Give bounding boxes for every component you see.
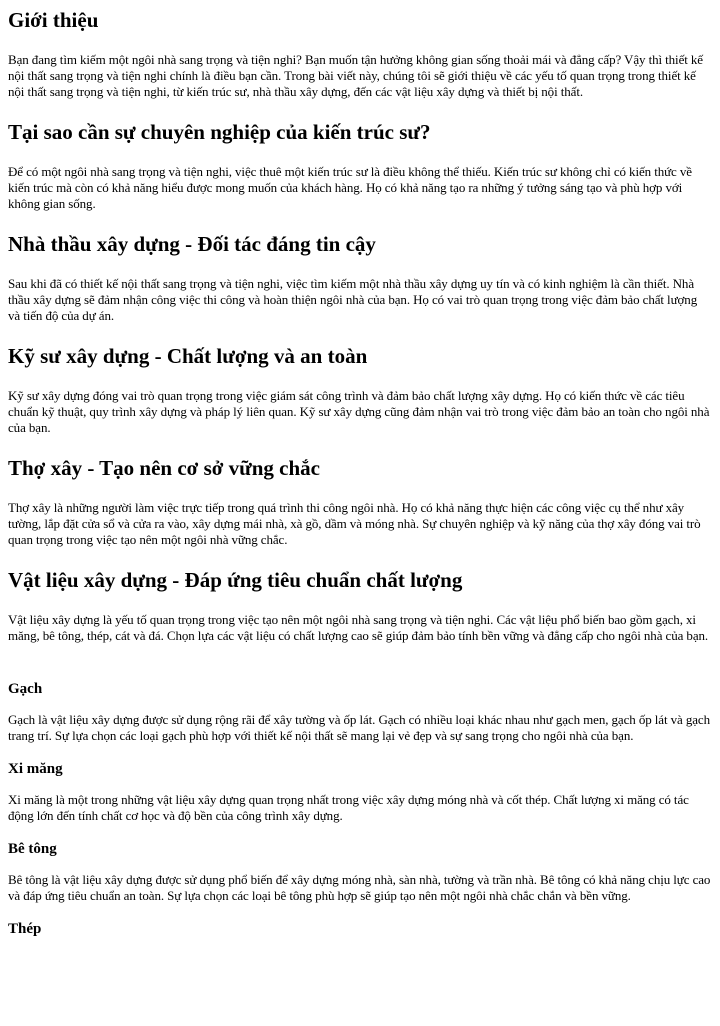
section-heading-engineer: Kỹ sư xây dựng - Chất lượng và an toàn: [8, 344, 368, 368]
section-body-architect: Để có một ngôi nhà sang trọng và tiện nghi, việc thuê một kiến trúc sư là điều không thể thiếu. Kiến trúc sư không chỉ có kiến thức về kiến trúc mà còn có khả năng hiểu được mong muốn của khách hàng. Họ có khả năng tạo ra những ý tưởng sáng tạo và phù hợp với không gian sống.: [8, 164, 692, 211]
material-heading-steel: Thép: [8, 921, 42, 937]
material-body-brick: Gạch là vật liệu xây dựng được sử dụng rộng rãi để xây tường và ốp lát. Gạch có nhiều loại khác nhau như gạch men, gạch ốp lát và gạch trang trí. Sự lựa chọn các loại gạch phù hợp với thiết kế nội thất sẽ mang lại vẻ đẹp và sự sang trọng cho ngôi nhà của bạn.: [8, 712, 710, 743]
section-heading-architect: Tại sao cần sự chuyên nghiệp của kiến trúc sư?: [8, 120, 431, 144]
section-heading-materials: Vật liệu xây dựng - Đáp ứng tiêu chuẩn chất lượng: [8, 568, 463, 592]
section-body-engineer: Kỹ sư xây dựng đóng vai trò quan trọng trong việc giám sát công trình và đảm bảo chất lượng xây dựng. Họ có kiến thức về các tiêu chuẩn kỹ thuật, quy trình xây dựng và pháp lý liên quan. Kỹ sư xây dựng cũng đảm nhận vai trò trong việc đảm bảo an toàn cho ngôi nhà của bạn.: [8, 388, 710, 435]
section-body-contractor: Sau khi đã có thiết kế nội thất sang trọng và tiện nghi, việc tìm kiếm một nhà thầu xây dựng uy tín và có kinh nghiệm là cần thiết. Nhà thầu xây dựng sẽ đảm nhận công việc thi công và hoàn thiện ngôi nhà của bạn. Họ có vai trò quan trọng trong việc đảm bảo chất lượng và tiến độ của dự án.: [8, 276, 698, 323]
material-heading-brick: Gạch: [8, 681, 43, 697]
spacer: [8, 660, 712, 680]
article: [0, 8, 720, 938]
section-body-intro: Bạn đang tìm kiếm một ngôi nhà sang trọng và tiện nghi? Bạn muốn tận hưởng không gian sống thoải mái và đẳng cấp? Vậy thì thiết kế nội thất sang trọng và tiện nghi chính là điều bạn cần. Trong bài viết này, chúng tôi sẽ giới thiệu về các yếu tố quan trọng trong thiết kế nội thất sang trọng và tiện nghi, từ kiến trúc sư, nhà thầu xây dựng, đến các vật liệu xây dựng và thiết bị nội thất.: [8, 52, 703, 99]
section-body-builder: Thợ xây là những người làm việc trực tiếp trong quá trình thi công ngôi nhà. Họ có khả năng thực hiện các công việc cụ thể như xây tường, lắp đặt cửa sổ và cửa ra vào, xây dựng mái nhà, xà gồ, dầm và móng nhà. Sự chuyên nghiệp và kỹ năng của thợ xây đóng vai trò quan trọng trong việc tạo nên một ngôi nhà vững chắc.: [8, 500, 701, 547]
material-body-cement: Xi măng là một trong những vật liệu xây dựng quan trọng nhất trong việc xây dựng móng nhà và cốt thép. Chất lượng xi măng có tác động lớn đến tính chất cơ học và độ bền của công trình xây dựng.: [8, 792, 689, 823]
material-heading-concrete: Bê tông: [8, 841, 57, 857]
section-heading-builder: Thợ xây - Tạo nên cơ sở vững chắc: [8, 456, 320, 480]
section-heading-contractor: Nhà thầu xây dựng - Đối tác đáng tin cậy: [8, 232, 376, 256]
material-heading-cement: Xi măng: [8, 761, 63, 777]
section-heading-intro: Giới thiệu: [8, 8, 99, 32]
material-body-concrete: Bê tông là vật liệu xây dựng được sử dụng phổ biến để xây dựng móng nhà, sàn nhà, tường và trần nhà. Bê tông có khả năng chịu lực cao và đáp ứng tiêu chuẩn an toàn. Sự lựa chọn các loại bê tông phù hợp sẽ giúp tạo nên một ngôi nhà chắc chắn và bền vững.: [8, 872, 711, 903]
section-body-materials: Vật liệu xây dựng là yếu tố quan trọng trong việc tạo nên một ngôi nhà sang trọng và tiện nghi. Các vật liệu phổ biến bao gồm gạch, xi măng, bê tông, thép, cát và đá. Chọn lựa các vật liệu có chất lượng cao sẽ giúp đảm bảo tính bền vững và đẳng cấp cho ngôi nhà của bạn.: [8, 612, 709, 643]
